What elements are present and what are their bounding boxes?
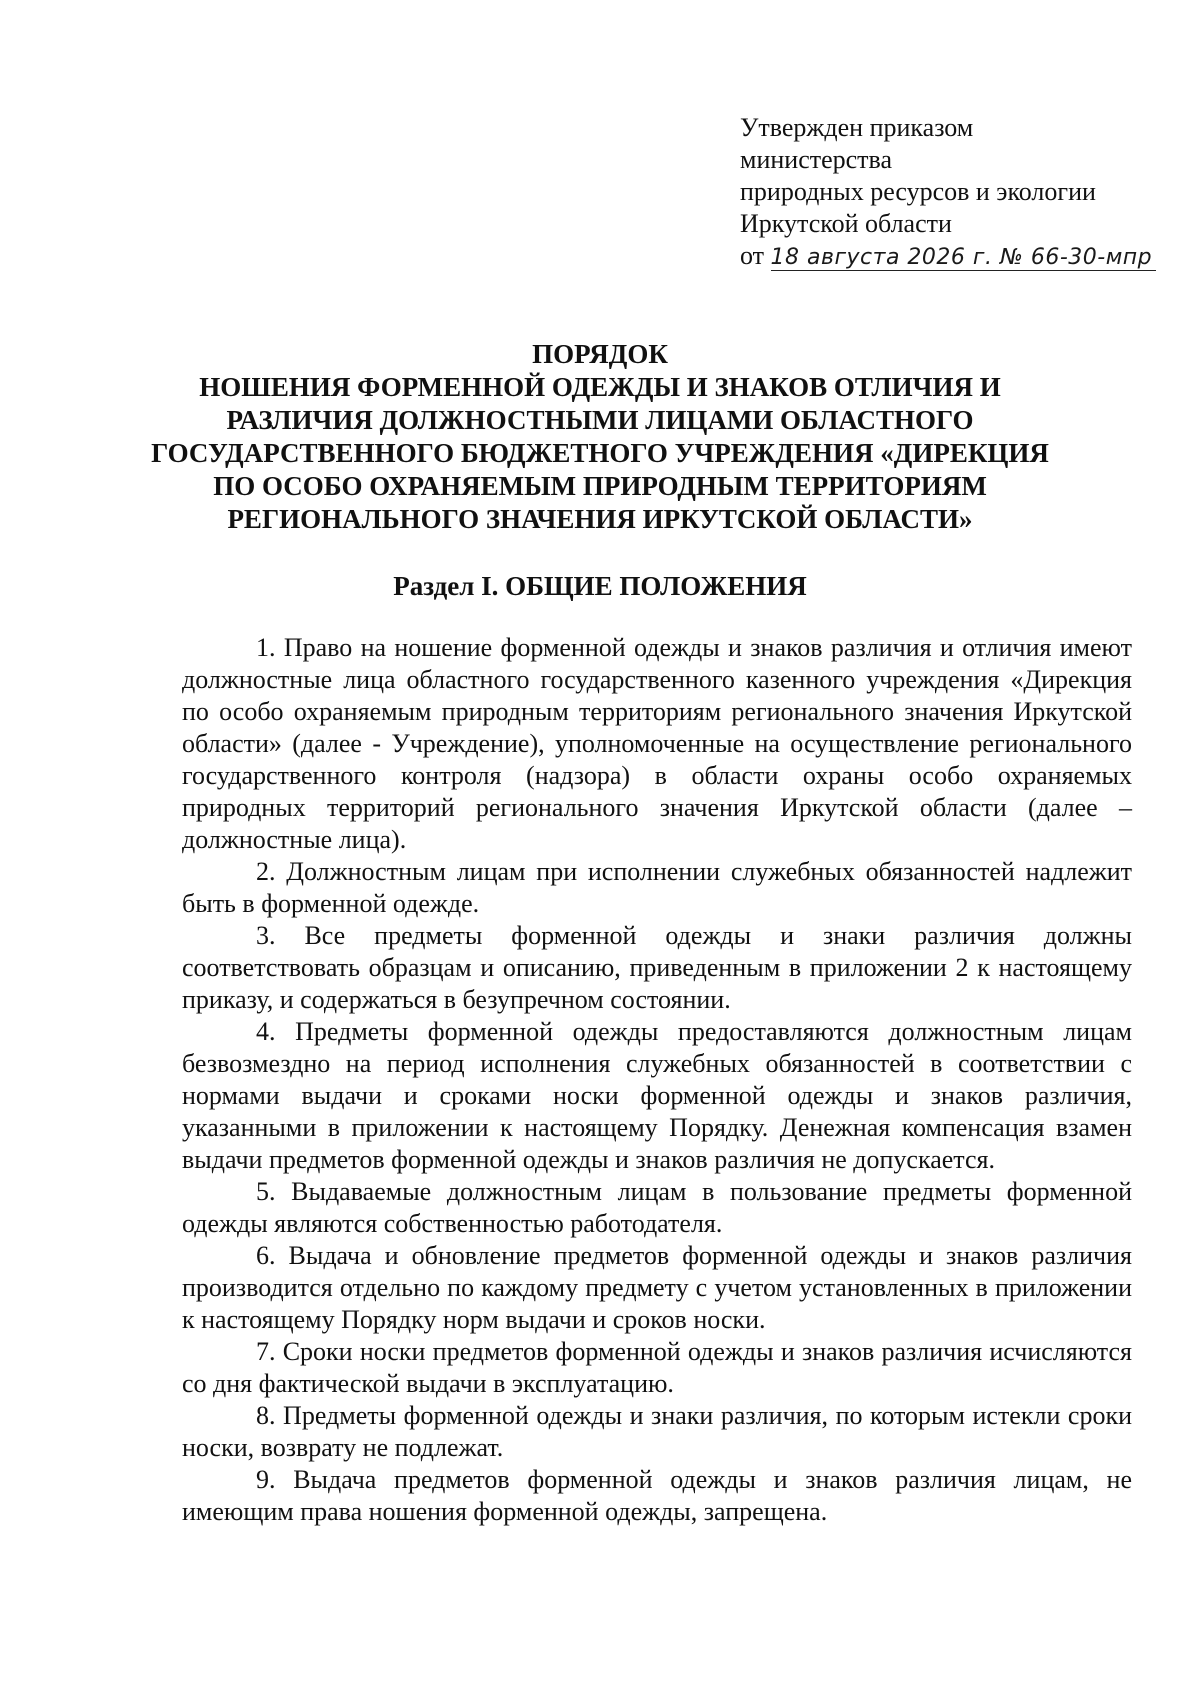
title-line-4: ГОСУДАРСТВЕННОГО БЮДЖЕТНОГО УЧРЕЖДЕНИЯ «ДИРЕКЦИЯ [151, 438, 1049, 468]
approval-line-1: Утвержден приказом [740, 113, 974, 142]
paragraph: 2. Должностным лицам при исполнении служебных обязанностей надлежит быть в форменной одежде. [182, 857, 1132, 918]
paragraph: 5. Выдаваемые должностным лицам в пользование предметы форменной одежды являются собственностью работодателя. [182, 1177, 1132, 1238]
paragraph: 8. Предметы форменной одежды и знаки различия, по которым истекли сроки носки, возврату не подлежат. [182, 1401, 1132, 1462]
approval-line-2: министерства [740, 145, 893, 174]
paragraph: 4. Предметы форменной одежды предоставляются должностным лицам безвозмездно на период исполнения служебных обязанностей в соответствии с нормами выдачи и сроками носки форменной одежды и знаков различия, указанными в приложении к настоящему Порядку. Денежная компенсация взамен выдачи предметов форменной одежды и знаков различия не допускается. [182, 1017, 1132, 1174]
title-line-2: НОШЕНИЯ ФОРМЕННОЙ ОДЕЖДЫ И ЗНАКОВ ОТЛИЧИЯ И [199, 372, 1001, 402]
title-line-1: ПОРЯДОК [532, 339, 668, 369]
paragraph: 9. Выдача предметов форменной одежды и знаков различия лицам, не имеющим права ношения форменной одежды, запрещена. [182, 1465, 1132, 1526]
paragraph: 6. Выдача и обновление предметов форменной одежды и знаков различия производится отдельно по каждому предмету с учетом установленных в приложении к настоящему Порядку норм выдачи и сроков носки. [182, 1241, 1132, 1334]
approval-line-4: Иркутской области [740, 209, 952, 238]
approval-date-line [740, 240, 1156, 274]
approval-stamp [740, 112, 1156, 274]
document-body [182, 632, 1132, 1528]
document-title [150, 338, 1050, 536]
title-line-6: РЕГИОНАЛЬНОГО ЗНАЧЕНИЯ ИРКУТСКОЙ ОБЛАСТИ» [227, 504, 973, 534]
approval-date-prefix: от [740, 241, 765, 270]
paragraph: 3. Все предметы форменной одежды и знаки различия должны соответствовать образцам и описанию, приведенным в приложении 2 к настоящему приказу, и содержаться в безупречном состоянии. [182, 921, 1132, 1014]
title-line-5: ПО ОСОБО ОХРАНЯЕМЫМ ПРИРОДНЫМ ТЕРРИТОРИЯМ [213, 471, 987, 501]
approval-line-3: природных ресурсов и экологии [740, 177, 1096, 206]
section-heading: Раздел I. ОБЩИЕ ПОЛОЖЕНИЯ [393, 571, 807, 601]
paragraph: 1. Право на ношение форменной одежды и знаков различия и отличия имеют должностные лица областного государственного казенного учреждения «Дирекция по особо охраняемым природным территориям регионального значения Иркутской области» (далее - Учреждение), уполномоченные на осуществление регионального государственного контроля (надзора) в области охраны особо охраняемых природных территорий регионального значения Иркутской области (далее – должностные лица). [182, 633, 1132, 854]
handwritten-date: 18 августа 2026 г. № 66-30-мпр [771, 245, 1157, 271]
title-line-3: РАЗЛИЧИЯ ДОЛЖНОСТНЫМИ ЛИЦАМИ ОБЛАСТНОГО [226, 405, 974, 435]
paragraph: 7. Сроки носки предметов форменной одежды и знаков различия исчисляются со дня фактической выдачи в эксплуатацию. [182, 1337, 1132, 1398]
